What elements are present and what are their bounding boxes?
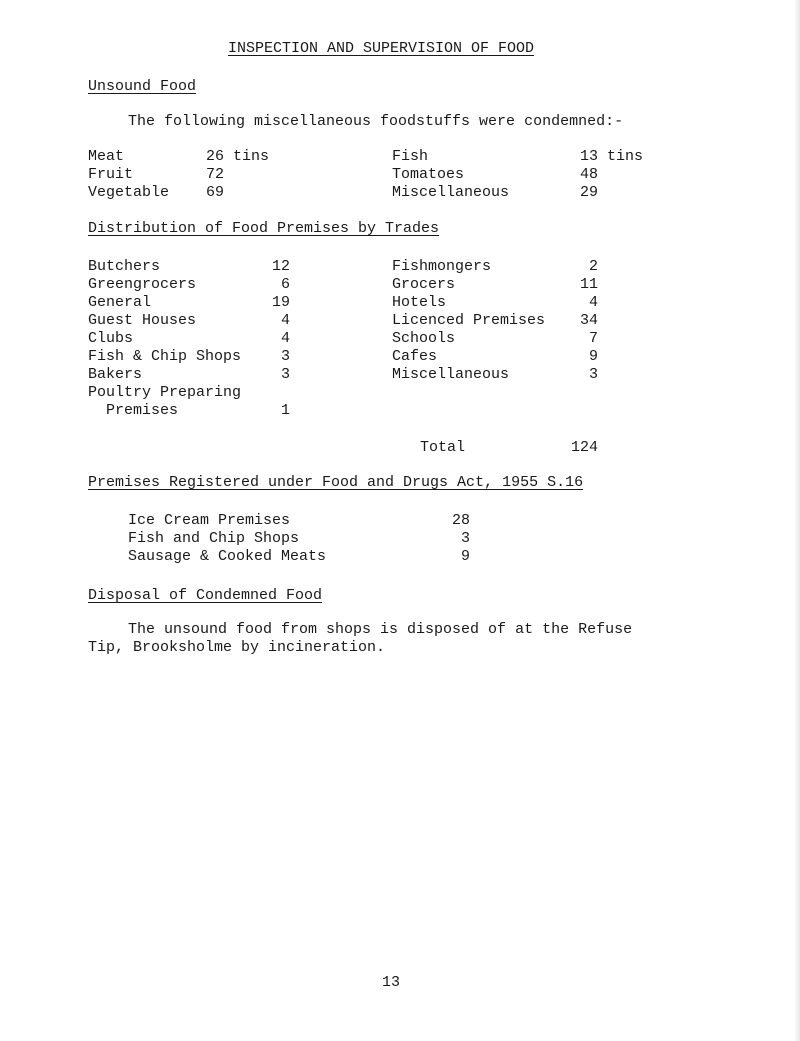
trade-count: 6: [280, 276, 290, 293]
trade-name: General: [88, 294, 152, 311]
page-number: 13: [382, 974, 401, 991]
trade-name: Fish & Chip Shops: [88, 348, 242, 365]
trade-name: Grocers: [392, 276, 456, 293]
unsound-item-name: Tomatoes: [392, 166, 465, 183]
total-value: 124: [570, 439, 598, 456]
trade-name: Guest Houses: [88, 312, 197, 329]
trade-count: 1: [280, 402, 290, 419]
registered-heading: Premises Registered under Food and Drugs Act, 1955 S.16: [88, 474, 584, 491]
unsound-item-qty: 48: [580, 166, 599, 183]
trade-count: 4: [280, 330, 290, 347]
unsound-item-name: Miscellaneous: [392, 184, 510, 201]
trade-name: Miscellaneous: [392, 366, 510, 383]
trade-count: 2: [588, 258, 598, 275]
trade-count: 7: [588, 330, 598, 347]
unsound-item-name: Fruit: [88, 166, 134, 183]
registered-name: Ice Cream Premises: [128, 512, 291, 529]
distribution-heading: Distribution of Food Premises by Trades: [88, 220, 440, 237]
trade-count: 3: [280, 366, 290, 383]
total-label: Total: [420, 439, 466, 456]
trade-name: Schools: [392, 330, 456, 347]
unsound-item-name: Meat: [88, 148, 125, 165]
trade-count: 11: [579, 276, 598, 293]
page-title: INSPECTION AND SUPERVISION OF FOOD: [228, 40, 535, 57]
trade-name: Premises: [88, 402, 179, 419]
trade-count: 4: [588, 294, 598, 311]
trade-name: Fishmongers: [392, 258, 492, 275]
registered-count: 9: [460, 548, 470, 565]
registered-count: 28: [451, 512, 470, 529]
trade-name: Butchers: [88, 258, 161, 275]
trade-name: Bakers: [88, 366, 143, 383]
unsound-item-qty: 13 tins: [580, 148, 644, 165]
trade-count: 12: [271, 258, 290, 275]
unsound-item-qty: 69: [206, 184, 225, 201]
registered-name: Sausage & Cooked Meats: [128, 548, 327, 565]
disposal-text: Tip, Brooksholme by incineration.: [88, 639, 386, 656]
trade-name: Hotels: [392, 294, 447, 311]
trade-name: Poultry Preparing: [88, 384, 242, 401]
unsound-food-intro: The following miscellaneous foodstuffs were condemned:-: [128, 113, 624, 130]
unsound-item-name: Fish: [392, 148, 429, 165]
registered-name: Fish and Chip Shops: [128, 530, 300, 547]
disposal-text: The unsound food from shops is disposed of at the Refuse: [128, 621, 633, 638]
trade-count: 4: [280, 312, 290, 329]
registered-count: 3: [460, 530, 470, 547]
unsound-item-name: Vegetable: [88, 184, 170, 201]
trade-name: Clubs: [88, 330, 134, 347]
unsound-item-qty: 72: [206, 166, 225, 183]
page-edge-shadow: [794, 0, 800, 1041]
trade-name: Licenced Premises: [392, 312, 546, 329]
trade-count: 9: [588, 348, 598, 365]
trade-count: 3: [588, 366, 598, 383]
disposal-heading: Disposal of Condemned Food: [88, 587, 323, 604]
unsound-food-heading: Unsound Food: [88, 78, 197, 95]
trade-name: Cafes: [392, 348, 438, 365]
trade-name: Greengrocers: [88, 276, 197, 293]
trade-count: 34: [579, 312, 598, 329]
unsound-item-qty: 29: [580, 184, 599, 201]
unsound-item-qty: 26 tins: [206, 148, 270, 165]
trade-count: 19: [271, 294, 290, 311]
trade-count: 3: [280, 348, 290, 365]
